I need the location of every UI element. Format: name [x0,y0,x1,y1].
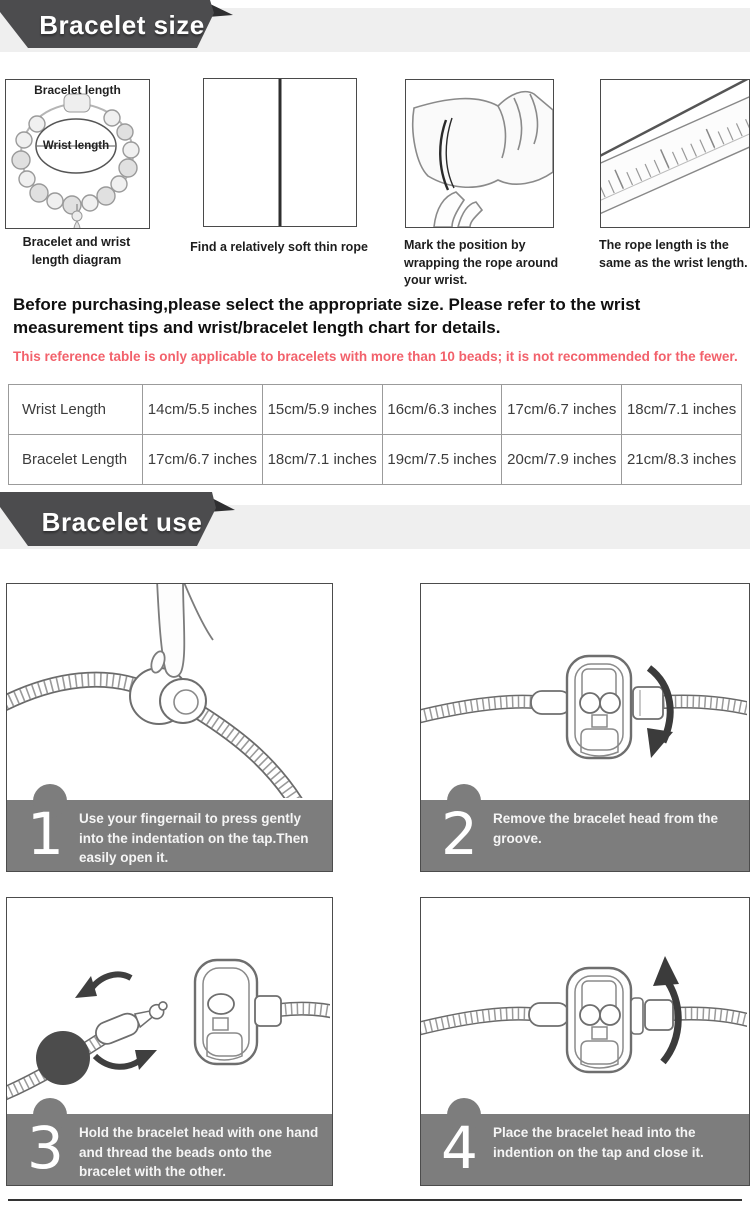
ruler-box [600,79,750,228]
step2-caption-bar [421,800,749,871]
ruler-illustration [601,80,749,227]
step1-caption-bar [7,800,332,871]
step-panel-4 [420,897,750,1186]
table-cell: 20cm/7.9 inches [502,435,622,485]
wrist-wrap-box [405,79,554,228]
table-cell: 16cm/6.3 inches [382,385,502,435]
measure-caption-3: Mark the position by wrapping the rope around your wrist. [404,238,559,287]
step-panel-2 [420,583,750,872]
row-label-wrist: Wrist Length [9,385,143,435]
table-cell: 14cm/5.5 inches [143,385,263,435]
table-cell: 19cm/7.5 inches [382,435,502,485]
step1-text: Use your fingernail to press gently into the indentation on the tap.Then easily open it. [79,811,309,866]
table-row-wrist [9,385,742,435]
bottom-divider [8,1199,742,1201]
bracelet-diagram-box [5,79,150,229]
table-row-bracelet [9,435,742,485]
table-cell: 21cm/8.3 inches [622,435,742,485]
warning-text: This reference table is only applicable to bracelets with more than 10 beads; it is not recommended for the fewer. [13,349,738,364]
table-cell: 18cm/7.1 inches [262,435,382,485]
size-table [8,384,742,485]
measure-caption-1: Bracelet and wrist length diagram [22,235,131,267]
table-cell: 18cm/7.1 inches [622,385,742,435]
step1-number: 1 [27,800,64,868]
step4-text: Place the bracelet head into the indention on the tap and close it. [493,1125,704,1160]
rope-illustration [204,79,356,226]
step2-text: Remove the bracelet head from the groove. [493,811,719,846]
bracelet-diagram-illustration [6,80,149,228]
rope-box [203,78,357,227]
step3-illustration [7,898,332,1112]
diagram-label-wrist-length: Wrist length [42,140,110,152]
step4-number: 4 [441,1114,478,1182]
step4-caption-bar [421,1114,749,1185]
section-title-bracelet-use: Bracelet use [41,507,203,537]
intro-text: Before purchasing,please select the appropriate size. Please refer to the wrist measurement tips and wrist/bracelet length chart for details. [13,295,641,338]
measure-caption-2: Find a relatively soft thin rope [190,240,368,254]
table-cell: 15cm/5.9 inches [262,385,382,435]
step2-illustration [421,584,749,798]
diagram-label-bracelet-length: Bracelet length [34,83,121,97]
section-title-bracelet-size: Bracelet size [39,10,205,40]
step4-illustration [421,898,749,1112]
table-cell: 17cm/6.7 inches [143,435,263,485]
step2-number: 2 [441,800,478,868]
table-cell: 17cm/6.7 inches [502,385,622,435]
wrist-wrap-illustration [406,80,553,227]
step3-number: 3 [27,1114,64,1182]
measure-caption-4: The rope length is the same as the wrist length. [599,238,748,270]
step3-text: Hold the bracelet head with one hand and thread the beads onto the bracelet with the other. [79,1125,319,1180]
step-panel-3 [6,897,333,1186]
step3-caption-bar [7,1114,332,1185]
step-panel-1 [6,583,333,872]
row-label-bracelet: Bracelet Length [9,435,143,485]
step1-illustration [7,584,332,798]
